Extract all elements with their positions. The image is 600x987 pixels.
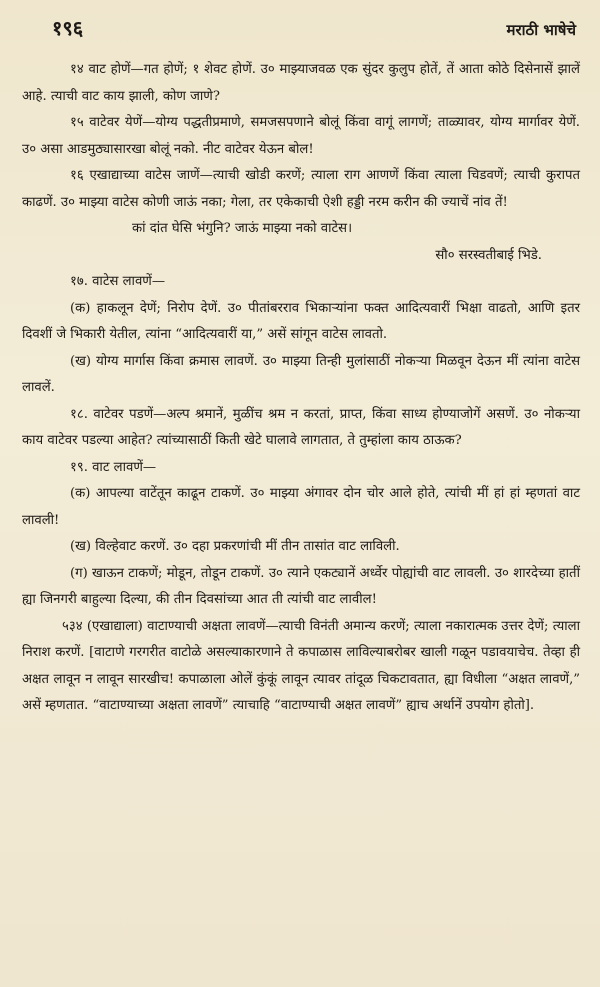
entry-16: १६ एखाद्याच्या वाटेस जाणें—त्याची खोडी करणें; त्याला राग आणणें किंवा त्याला चिडवणें; त्याची कुरापत काढणें. उ० माझ्या वाटेस कोणी जाऊं नका; गेला, तर एकेकाची ऐशी हड्डी नरम करीन की ज्याचें नांव तें! <box>22 168 580 210</box>
page-header <box>22 14 580 57</box>
entry-14: १४ वाट होणें—गत होणें; १ शेवट होणें. उ० माझ्याजवळ एक सुंदर कुलुप होतें, तें आता कोठे दिसेनासें झालें आहे. त्याची वाट काय झाली, कोण जाणे? <box>22 62 580 104</box>
entry-19-b: (ख) विल्हेवाट करणें. उ० दहा प्रकरणांची मीं तीन तासांत वाट लाविली. <box>70 539 400 554</box>
page-body <box>22 57 580 720</box>
entry-18: १८. वाटेवर पडणें—अल्प श्रमानें, मुळींच श्रम न करतां, प्राप्त, किंवा साध्य होण्याजोगें असणें. उ० नोकऱ्या काय वाटेवर पडल्या आहेत? त्यांच्यासाठीं किती खेटे घालावे लागतात, ते तुम्हांला काय ठाऊक? <box>22 406 580 448</box>
entry-19-heading: १९. वाट लावणें— <box>70 459 157 475</box>
verse-quote: कां दांत घेसि भंगुनि? जाऊं माझ्या नको वाटेस। <box>132 221 353 236</box>
entry-19-c: (ग) खाऊन टाकणें; मोडून, तोडून टाकणें. उ० त्याने एकट्यानें अर्ध्वेर पोह्यांची वाट लावली. उ० शारदेच्या हातीं ह्या जिनगरी बाहुल्या दिल्या, की तीन दिवसांच्या आत ती त्यांची वाट लावील! <box>22 565 580 607</box>
entry-15: १५ वाटेवर येणें—योग्य पद्धतीप्रमाणे, समजसपणाने बोलूं किंवा वागूं लागणें; ताळ्यावर, योग्य मार्गावर येणें. उ० असा आडमुठ्यासारखा बोलूं नको. नीट वाटेवर येऊन बोल! <box>22 115 580 157</box>
entry-17-a: (क) हाकलून देणें; निरोप देणें. उ० पीतांबरराव भिकाऱ्यांना फक्त आदित्यवारीं भिक्षा वाढतो, आणि इतर दिवशीं जे भिकारी येतील, त्यांना “आदित्यवारीं या,” असें सांगून वाटेस लावतो. <box>22 300 580 342</box>
entry-17-b: (ख) योग्य मार्गास किंवा क्रमास लावणें. उ० माझ्या तिन्ही मुलांसाठीं नोकऱ्या मिळवून देऊन मीं त्यांना वाटेस लावलें. <box>22 353 580 395</box>
quote-attribution: सौ० सरस्वतीबाई भिडे. <box>435 247 542 263</box>
running-head: मराठी भाषेचे <box>506 21 576 39</box>
page-number: १९६ <box>52 16 84 40</box>
entry-17-heading: १७. वाटेस लावणें— <box>70 274 166 289</box>
entry-19-a: (क) आपल्या वाटेंतून काढून टाकणें. उ० माझ्या अंगावर दोन चोर आले होते, त्यांची मीं हां हां म्हणतां वाट लावली! <box>22 486 580 528</box>
entry-534: ५३४ (एखाद्याला) वाटाण्याची अक्षता लावणें—त्याची विनंती अमान्य करणें; त्याला नकारात्मक उत्तर देणें; त्याला निराश करणें. [वाटाणे गरगरीत वाटोळे असल्याकारणाने ते कपाळास लाविल्याबरोबर खाली गळून पडावयाचेच. तेव्हा ही अक्षत लावून न लावून सारखीच! कपाळाला ओलें कुंकूं लावून त्यावर तांदूळ चिकटावतात, ह्या विधीला “अक्षत लावणें,” असें म्हणतात. “वाटाण्याच्या अक्षता लावणें” त्याचाहि “वाटाण्याची अक्षत लावणें” ह्याच अर्थानें उपयोग होतो]. <box>22 618 580 713</box>
